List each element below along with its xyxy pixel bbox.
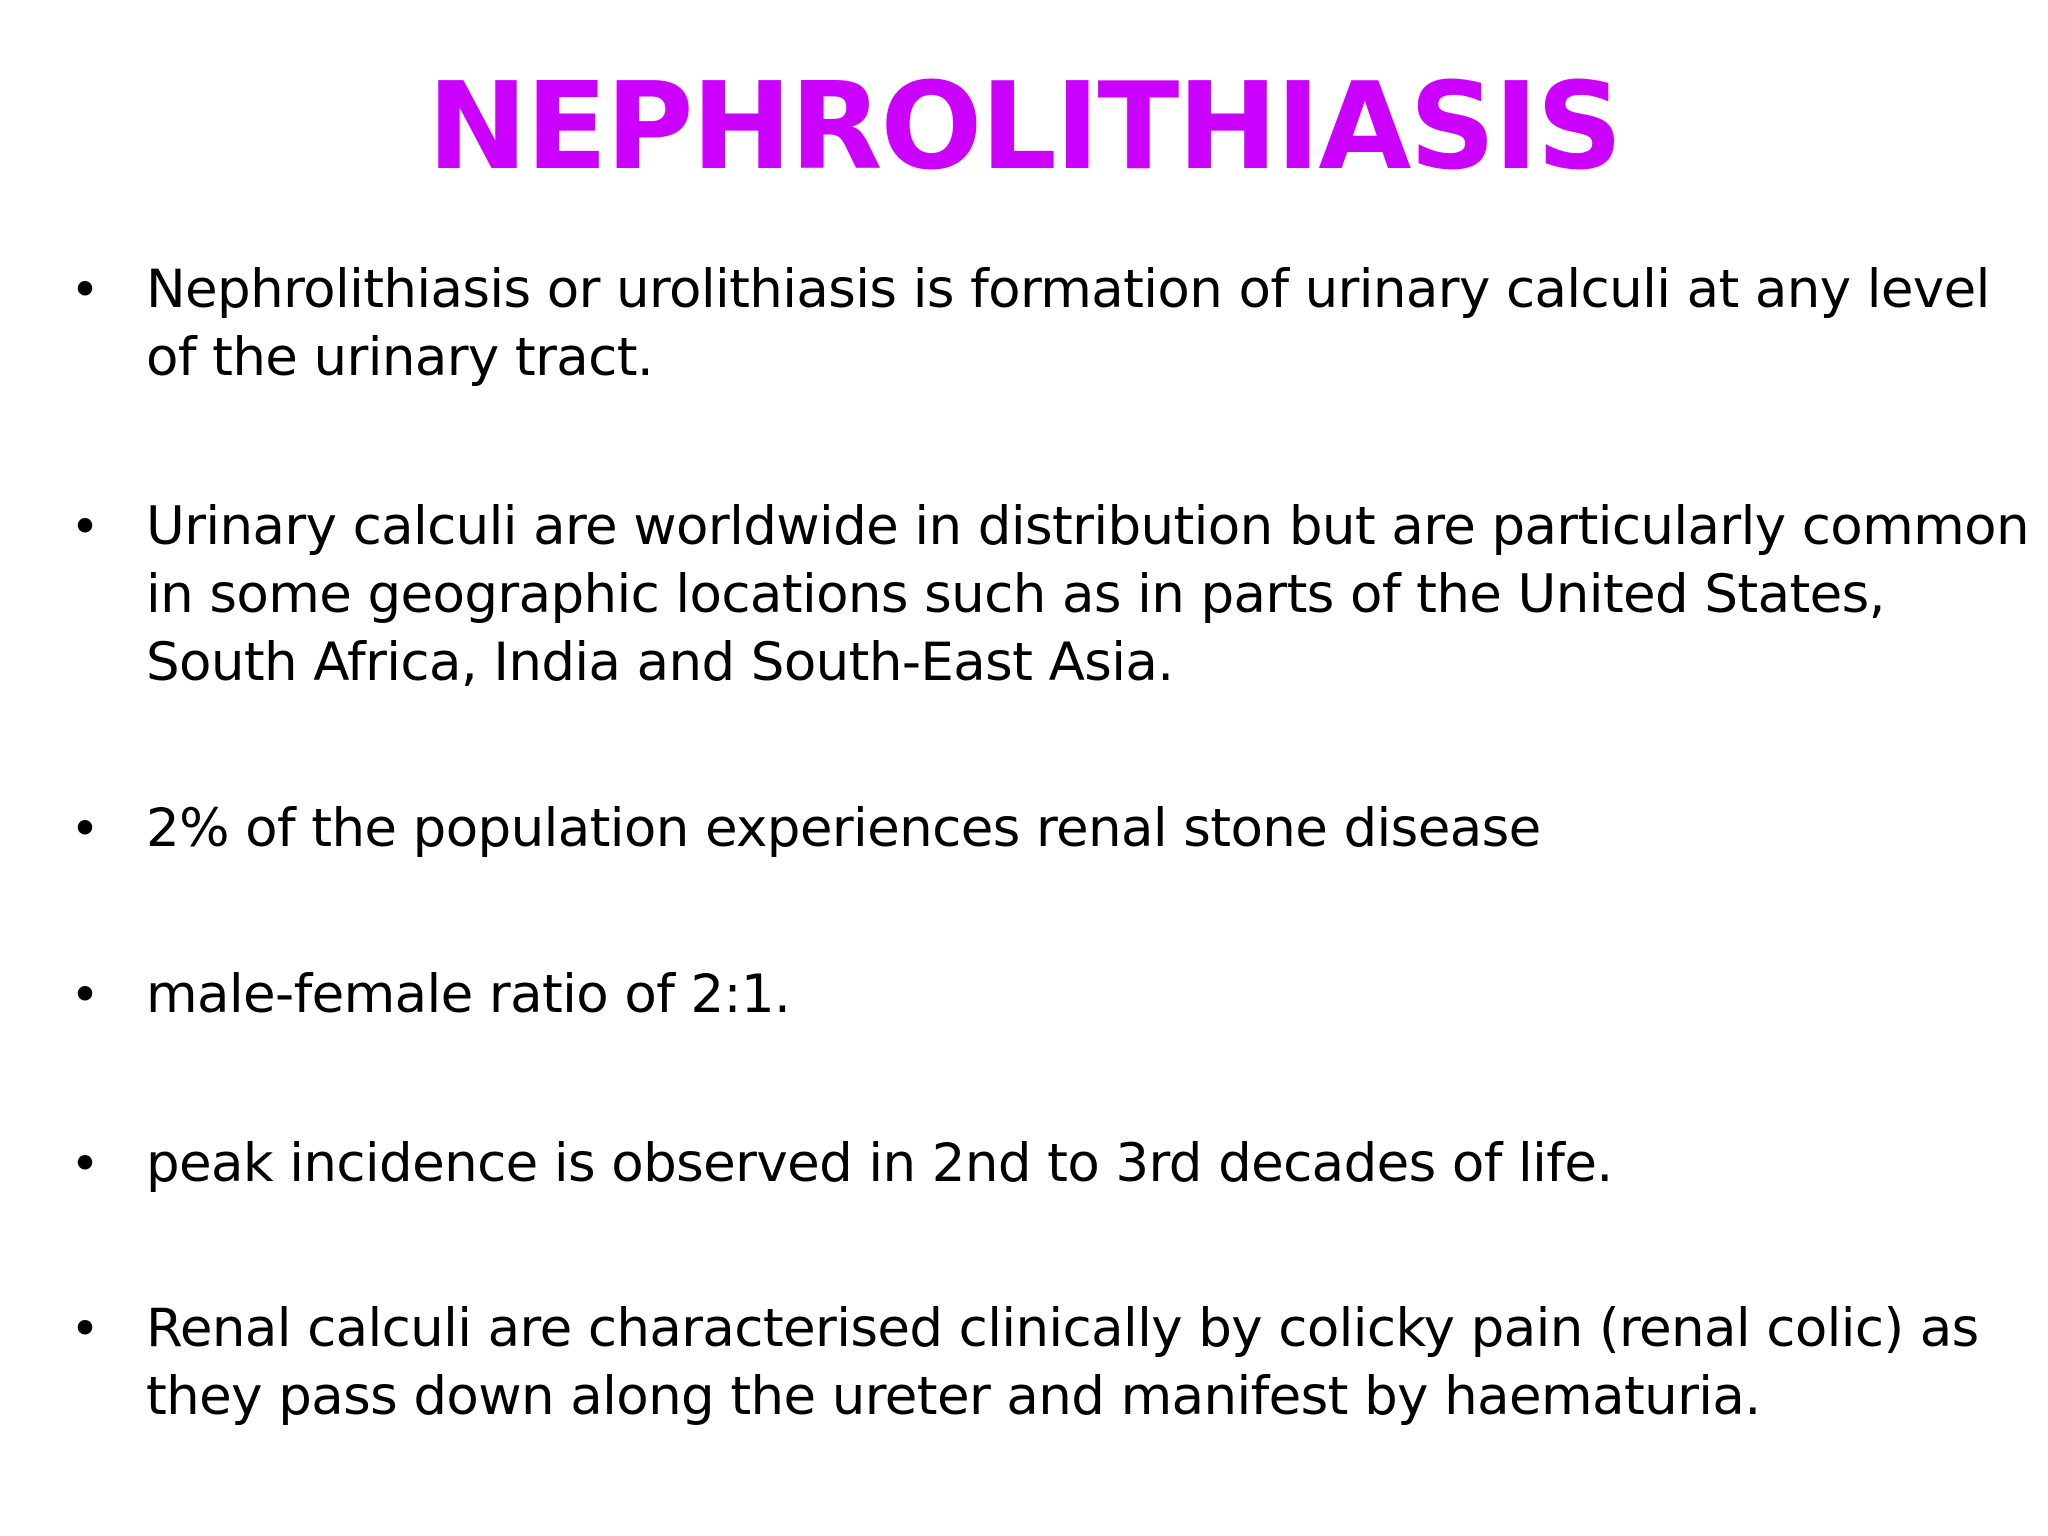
bullet-icon: • [70,498,100,556]
bullet-line: 2% of the population experiences renal stone disease [146,798,1541,859]
bullet-text [146,795,1986,863]
bullet-line: Renal calculi are characterised clinically by colicky pain (renal colic) as [146,1298,1979,1359]
slide-title: NEPHROLITHIASIS [427,58,1621,197]
bullet-icon: • [70,261,100,319]
bullet-text [146,493,2029,697]
bullet-line: of the urinary tract. [146,327,654,388]
bullet-line: in some geographic locations such as in parts of the United States, [146,564,1885,625]
bullet-line: they pass down along the ureter and manifest by haematuria. [146,1366,1761,1427]
bullet-text [146,1130,1986,1198]
bullet-icon: • [70,966,100,1024]
bullet-text [146,256,1990,392]
bullet-line: Urinary calculi are worldwide in distribution but are particularly common [146,496,2029,557]
bullet-line: peak incidence is observed in 2nd to 3rd decades of life. [146,1133,1613,1194]
bullet-icon: • [70,800,100,858]
bullet-text [146,1295,1986,1431]
bullet-text [146,961,1986,1029]
bullet-icon: • [70,1300,100,1358]
bullet-line: South Africa, India and South-East Asia. [146,632,1174,693]
bullet-icon: • [70,1135,100,1193]
bullet-line: Nephrolithiasis or urolithiasis is formation of urinary calculi at any level [146,259,1990,320]
bullet-line: male-female ratio of 2:1. [146,964,791,1025]
